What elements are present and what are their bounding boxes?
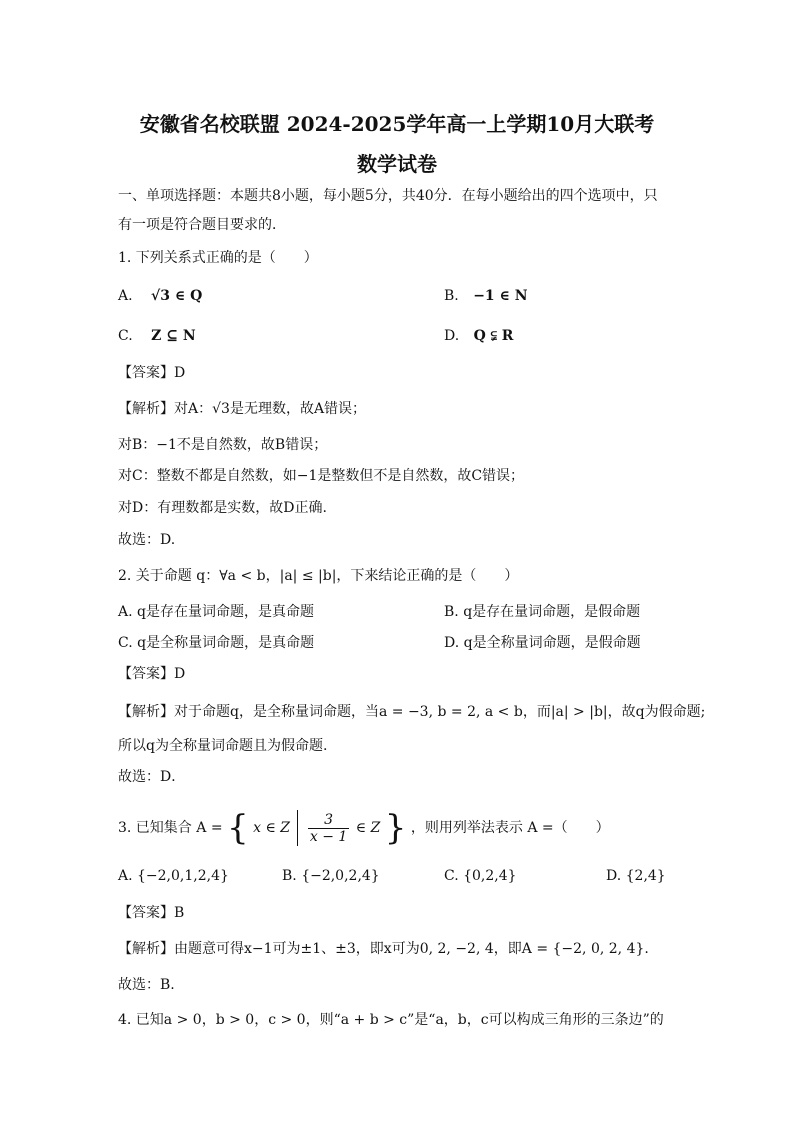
q2-answer: 【答案】D xyxy=(118,666,186,682)
q1-option-d xyxy=(444,326,513,346)
q3-fraction xyxy=(308,812,349,845)
q4-stem: 4. 已知a > 0，b > 0，c > 0，则“a + b > c”是“a，b，c可以构成三角形的三条边”的 xyxy=(118,1012,664,1028)
q3-fraction-numerator: 3 xyxy=(308,812,349,829)
q3-explanation-1: 【解析】由题意可得x−1可为±1、±3，即x可为0, 2, −2, 4，即A = {−2, 0, 2, 4}. xyxy=(118,941,649,957)
q2-option-d: D. q是全称量词命题，是假命题 xyxy=(444,635,641,651)
q1-option-d-label: D. xyxy=(444,328,460,344)
q3-fraction-denominator: x − 1 xyxy=(309,828,348,845)
q3-stem-suffix: ，则用列举法表示 A =（ ） xyxy=(410,820,610,836)
section-heading-line1: 一、单项选择题：本题共8小题，每小题5分，共40分．在每小题给出的四个选项中，只 xyxy=(118,188,658,204)
q1-option-a-label: A. xyxy=(118,288,133,304)
q2-option-a: A. q是存在量词命题，是真命题 xyxy=(118,604,314,620)
q1-explanation-2: 对B：−1不是自然数，故B错误； xyxy=(118,437,328,453)
q1-option-a-text: √3 ∈ Q xyxy=(151,288,203,304)
q3-option-c: C. {0,2,4} xyxy=(444,868,517,884)
q3-option-b: B. {−2,0,2,4} xyxy=(282,868,380,884)
q2-stem: 2. 关于命题 q：∀a < b，|a| ≤ |b|，下来结论正确的是（ ） xyxy=(118,568,519,584)
q2-option-c: C. q是全称量词命题，是真命题 xyxy=(118,635,315,651)
q2-explanation-1: 【解析】对于命题q，是全称量词命题，当a = −3, b = 2, a < b，而|a| > |b|，故q为假命题; xyxy=(118,704,706,720)
q1-option-d-text: Q ⫋ R xyxy=(473,328,514,344)
q2-option-b: B. q是存在量词命题，是假命题 xyxy=(444,604,641,620)
q1-explanation-1: 【解析】对A：√3是无理数，故A错误； xyxy=(118,401,367,417)
q2-explanation-2: 所以q为全称量词命题且为假命题. xyxy=(118,738,328,754)
q3-stem xyxy=(118,808,610,848)
q3-set-variable: x ∈ Z xyxy=(253,820,290,836)
q3-stem-prefix: 3. 已知集合 A = xyxy=(118,820,223,836)
q1-stem: 1. 下列关系式正确的是（ ） xyxy=(118,250,318,266)
exam-title: 安徽省名校联盟 2024-2025学年高一上学期10月大联考 xyxy=(139,112,655,136)
q1-choose: 故选：D. xyxy=(118,532,176,548)
q1-option-b-label: B. xyxy=(444,288,459,304)
q1-option-b-text: −1 ∈ N xyxy=(473,288,528,304)
q1-option-c-label: C. xyxy=(118,328,133,344)
q3-option-a: A. {−2,0,1,2,4} xyxy=(118,868,229,884)
q3-set-condition: ∈ Z xyxy=(355,820,381,836)
q1-option-b xyxy=(444,286,528,306)
q3-right-brace: } xyxy=(384,808,407,848)
q3-set-divider xyxy=(297,810,298,846)
q3-left-brace: { xyxy=(227,808,249,848)
q1-option-c-text: Z ⊆ N xyxy=(151,328,196,344)
q1-explanation-4: 对D：有理数都是实数，故D正确. xyxy=(118,500,327,516)
q1-explanation-3: 对C：整数不都是自然数，如−1是整数但不是自然数，故C错误； xyxy=(118,468,525,484)
exam-subtitle: 数学试卷 xyxy=(357,152,437,176)
q1-answer: 【答案】D xyxy=(118,365,186,381)
q3-option-d: D. {2,4} xyxy=(606,868,666,884)
q1-option-a xyxy=(118,286,202,306)
q2-choose: 故选：D． xyxy=(118,769,186,785)
q3-answer: 【答案】B xyxy=(118,905,185,921)
q1-option-c xyxy=(118,326,196,346)
q3-choose: 故选：B. xyxy=(118,977,175,993)
section-heading-line2: 有一项是符合题目要求的． xyxy=(118,217,286,233)
